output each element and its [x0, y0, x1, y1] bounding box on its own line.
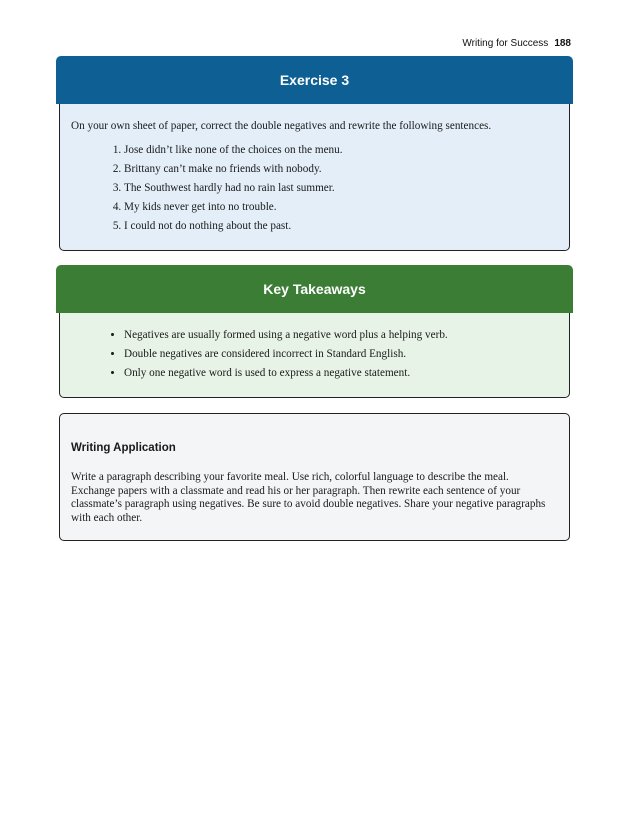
writing-application-title: Writing Application	[71, 442, 176, 454]
running-head-title: Writing for Success	[462, 38, 549, 49]
key-takeaways-heading: Key Takeaways	[56, 265, 573, 313]
exercise-item: 3. The Southwest hardly had no rain last summer.	[124, 180, 343, 199]
exercise-instructions: On your own sheet of paper, correct the double negatives and rewrite the following sentences.	[71, 120, 492, 132]
exercise-item: 1. Jose didn’t like none of the choices on the menu.	[124, 142, 343, 161]
takeaway-item: • Only one negative word is used to express a negative statement.	[124, 365, 448, 384]
takeaway-item: • Negatives are usually formed using a negative word plus a helping verb.	[124, 327, 448, 346]
key-takeaways-box	[59, 268, 570, 398]
takeaway-item: • Double negatives are considered incorrect in Standard English.	[124, 346, 448, 365]
writing-application-body: Write a paragraph describing your favorite meal. Use rich, colorful language to describe the meal. Exchange papers with a classmate and read his or her paragraph. Then rewrite each sentence of your classmate’s paragraph using negatives. Be sure to avoid double negatives. Share your negative paragraphs with each other.	[71, 471, 546, 524]
exercise-heading: Exercise 3	[56, 56, 573, 104]
exercise-item: 4. My kids never get into no trouble.	[124, 199, 343, 218]
running-head	[462, 38, 571, 49]
exercise-item: 2. Brittany can’t make no friends with nobody.	[124, 161, 343, 180]
exercise-list	[108, 142, 343, 237]
page-number: 188	[554, 38, 571, 49]
exercise-box	[59, 59, 570, 251]
writing-application-box	[59, 413, 570, 541]
key-takeaways-list	[108, 327, 448, 384]
exercise-item: 5. I could not do nothing about the past.	[124, 218, 343, 237]
